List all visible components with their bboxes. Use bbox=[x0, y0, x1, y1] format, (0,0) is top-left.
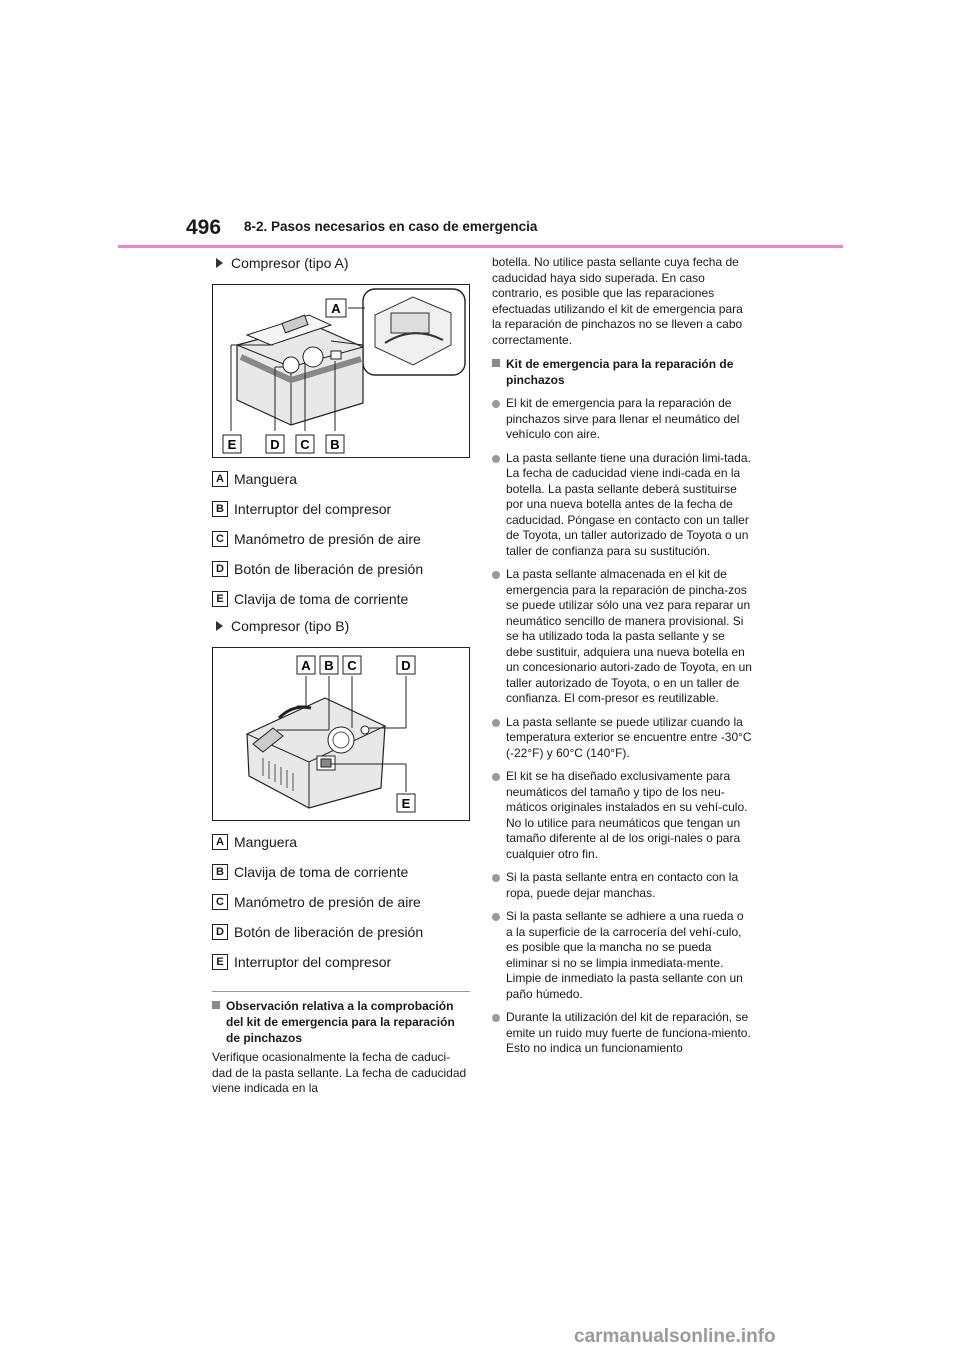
callout-b-a: A bbox=[301, 658, 311, 673]
bullet-item: Si la pasta sellante se adhiere a una rueda o a la superficie de la carrocería del vehí-culo, es posible que la mancha no se pueda eliminar si no se limpia inmediata-mente. Limpie de inmediato la pasta sellante con un paño húmedo. bbox=[492, 909, 752, 1002]
legend-row-d: D Botón de liberación de presión bbox=[212, 917, 470, 947]
compressor-b-illustration bbox=[213, 648, 469, 820]
legend-row-e: E Interruptor del compresor bbox=[212, 947, 470, 977]
note-heading bbox=[212, 998, 470, 1046]
compressor-a-illustration bbox=[213, 285, 469, 457]
legend-row-c: C Manómetro de presión de aire bbox=[212, 524, 470, 554]
callout-a-c: C bbox=[300, 437, 310, 452]
right-column bbox=[492, 255, 752, 1057]
type-b-legend bbox=[212, 827, 470, 977]
square-bullet-icon bbox=[492, 359, 500, 367]
legend-row-a: A Manguera bbox=[212, 827, 470, 857]
type-a-heading bbox=[216, 255, 470, 271]
watermark: carmanualsonline.info bbox=[574, 1326, 776, 1347]
bullet-item: El kit se ha diseñado exclusivamente para neumáticos del tamaño y tipo de los neu-máticos originales instalados en su vehí-culo. No lo utilice para neumáticos que tengan un tamaño diferente al de los origi-nales o para cualquier otro fin. bbox=[492, 769, 752, 862]
note-body: Verifique ocasionalmente la fecha de caduci-dad de la pasta sellante. La fecha de caducidad viene indicada en la bbox=[212, 1050, 467, 1095]
intro-paragraph: botella. No utilice pasta sellante cuya fecha de caducidad haya sido superada. En caso contrario, es posible que las reparaciones efectuadas utilizando el kit de emergencia para la reparación de pinchazos no se lleven a cabo correctamente. bbox=[492, 255, 743, 347]
callout-a-d: D bbox=[270, 437, 280, 452]
kit-heading bbox=[492, 356, 752, 388]
bullet-dot-icon bbox=[492, 571, 500, 579]
callout-b-c: C bbox=[347, 658, 357, 673]
legend-row-b: B Interruptor del compresor bbox=[212, 494, 470, 524]
bullet-item: El kit de emergencia para la reparación de pinchazos sirve para llenar el neumático del vehículo con aire. bbox=[492, 396, 752, 443]
bullet-dot-icon bbox=[492, 1014, 500, 1022]
bullet-dot-icon bbox=[492, 455, 500, 463]
note-divider bbox=[212, 991, 470, 992]
legend-row-c: C Manómetro de presión de aire bbox=[212, 887, 470, 917]
figure-compressor-a bbox=[212, 284, 470, 458]
type-a-legend bbox=[212, 464, 470, 614]
type-b-title: Compresor (tipo B) bbox=[231, 618, 350, 634]
square-bullet-icon bbox=[212, 1001, 220, 1009]
bullet-dot-icon bbox=[492, 874, 500, 882]
bullet-dot-icon bbox=[492, 400, 500, 408]
triangle-bullet-icon bbox=[216, 621, 223, 631]
section-title: 8-2. Pasos necesarios en caso de emergencia bbox=[244, 219, 538, 234]
note-title: Observación relativa a la comprobación del kit de emergencia para la reparación de pinchazos bbox=[226, 999, 455, 1045]
bullet-dot-icon bbox=[492, 773, 500, 781]
legend-row-a: A Manguera bbox=[212, 464, 470, 494]
callout-b-e: E bbox=[401, 796, 411, 811]
legend-row-d: D Botón de liberación de presión bbox=[212, 554, 470, 584]
bullet-item: Si la pasta sellante entra en contacto con la ropa, puede dejar manchas. bbox=[492, 870, 752, 901]
type-a-title: Compresor (tipo A) bbox=[231, 255, 349, 271]
legend-row-e: E Clavija de toma de corriente bbox=[212, 584, 470, 614]
bullet-item: La pasta sellante tiene una duración limi-tada. La fecha de caducidad viene indi-cada en la botella. La pasta sellante deberá sustituirse por una nueva botella antes de la fecha de caducidad. Póngase en contacto con un taller de Toyota, un taller autorizado de Toyota o un taller de confianza para su sustitución. bbox=[492, 451, 752, 560]
callout-b-d: D bbox=[401, 658, 411, 673]
left-column bbox=[212, 255, 470, 1097]
legend-row-b: B Clavija de toma de corriente bbox=[212, 857, 470, 887]
bullet-item: La pasta sellante se puede utilizar cuando la temperatura exterior se encuentre entre -30°C (-22°F) y 60°C (140°F). bbox=[492, 715, 752, 762]
triangle-bullet-icon bbox=[216, 258, 223, 268]
bullet-item: La pasta sellante almacenada en el kit de emergencia para la reparación de pincha-zos se puede utilizar sólo una vez para reparar un neumático sencillo de manera provisional. Si se ha utilizado toda la pasta sellante y se debe sustituir, adquiera una nueva botella en un concesionario autori-zado de Toyota, en un taller autorizado de Toyota, o en un taller de confianza. El com-presor es reutilizable. bbox=[492, 567, 752, 707]
bullet-dot-icon bbox=[492, 913, 500, 921]
bullet-dot-icon bbox=[492, 719, 500, 727]
type-b-heading bbox=[216, 618, 470, 634]
header-rule bbox=[118, 245, 843, 248]
kit-heading-text: Kit de emergencia para la reparación de pinchazos bbox=[506, 357, 734, 387]
page-number: 496 bbox=[186, 216, 222, 239]
callout-a-a: A bbox=[331, 301, 341, 316]
callout-b-b: B bbox=[324, 658, 334, 673]
callout-a-e: E bbox=[227, 437, 237, 452]
bullet-item: Durante la utilización del kit de reparación, se emite un ruido muy fuerte de funciona-miento. Esto no indica un funcionamiento bbox=[492, 1010, 752, 1057]
figure-compressor-b bbox=[212, 647, 470, 821]
callout-a-b: B bbox=[330, 437, 340, 452]
